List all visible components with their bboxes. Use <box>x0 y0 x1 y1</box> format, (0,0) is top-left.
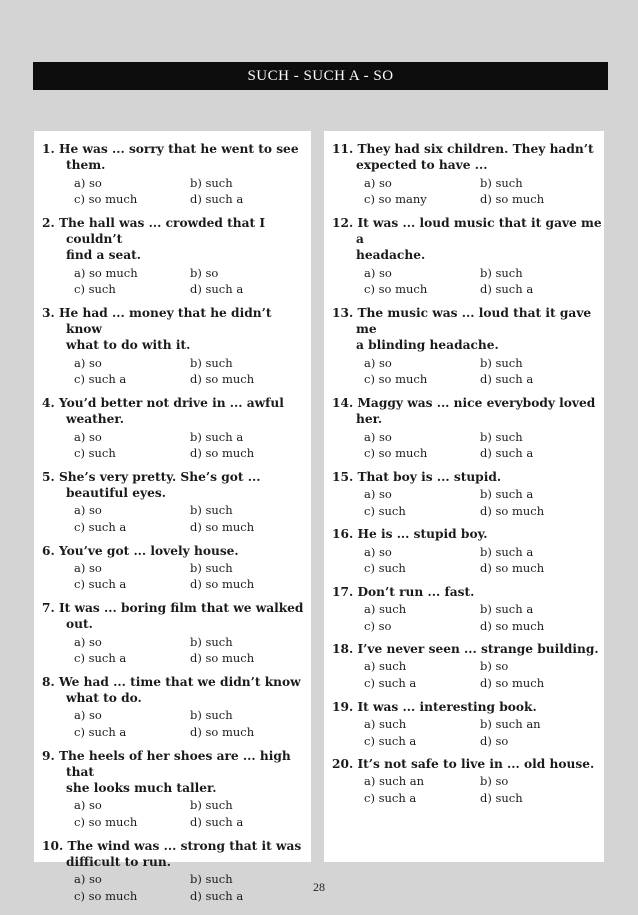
answer-options <box>42 502 311 535</box>
question-item <box>42 469 311 536</box>
question-item <box>332 641 604 691</box>
right-question-column <box>324 131 604 862</box>
question-stem: 4. You’d better not drive in ... awful weather. <box>42 395 284 427</box>
option-a: a) such an <box>364 774 425 789</box>
question-item <box>332 395 604 462</box>
question-stem: 3. He had ... money that he didn’t know what to do with it. <box>42 305 272 353</box>
option-d: d) so much <box>190 372 255 387</box>
question-stem: 16. He is ... stupid boy. <box>332 527 488 542</box>
option-b: b) so <box>480 659 509 674</box>
option-a: a) so <box>74 872 102 887</box>
option-c: c) such a <box>74 372 127 387</box>
answer-options <box>42 634 311 667</box>
option-d: d) so much <box>190 446 255 461</box>
option-d: d) so much <box>190 577 255 592</box>
option-d: d) such a <box>480 372 534 387</box>
option-d: d) so much <box>480 618 545 633</box>
question-stem: 2. The hall was ... crowded that I couldn’t find a seat. <box>42 215 266 263</box>
question-stem: 19. It was ... interesting book. <box>332 699 537 714</box>
answer-options <box>332 486 604 519</box>
option-d: d) such <box>480 791 523 806</box>
question-item <box>42 395 311 462</box>
left-question-column <box>34 131 311 903</box>
option-c: c) such a <box>74 519 127 534</box>
question-stem: 10. The wind was ... strong that it was difficult to run. <box>42 838 302 869</box>
question-stem: 7. It was ... boring film that we walked out. <box>42 600 304 632</box>
option-c: c) such <box>364 561 406 576</box>
option-a: a) so <box>74 634 102 649</box>
option-b: b) such a <box>480 487 534 502</box>
option-d: d) so <box>480 733 509 748</box>
question-stem: 12. It was ... loud music that it gave me a headache. <box>332 215 602 263</box>
answer-options <box>332 175 604 208</box>
option-d: d) so much <box>480 561 545 576</box>
option-a: a) so much <box>74 265 138 280</box>
option-b: b) so <box>480 774 509 789</box>
question-stem: 17. Don’t run ... fast. <box>332 584 475 599</box>
question-item <box>332 699 604 749</box>
page-title: SUCH - SUCH A - SO <box>247 67 394 84</box>
option-a: a) so <box>74 503 102 518</box>
question-stem: 15. That boy is ... stupid. <box>332 469 502 484</box>
page-title-banner <box>33 62 608 90</box>
option-d: d) such a <box>190 888 244 903</box>
option-a: a) such <box>364 659 407 674</box>
question-stem: 14. Maggy was ... nice everybody loved her. <box>332 395 596 427</box>
option-b: b) such <box>480 175 523 190</box>
answer-options <box>332 429 604 462</box>
option-d: d) such a <box>190 282 244 297</box>
question-stem: 6. You’ve got ... lovely house. <box>42 543 239 558</box>
option-d: d) such a <box>480 282 534 297</box>
option-d: d) so much <box>190 724 255 739</box>
option-b: b) such a <box>480 544 534 559</box>
option-b: b) such <box>190 175 233 190</box>
question-item <box>332 526 604 576</box>
question-item <box>42 215 311 298</box>
question-item <box>332 141 604 208</box>
option-b: b) such <box>480 429 523 444</box>
option-c: c) such <box>364 503 406 518</box>
answer-options <box>332 544 604 577</box>
question-item <box>42 141 311 208</box>
answer-options <box>42 175 311 208</box>
option-c: c) so much <box>364 372 428 387</box>
option-a: a) so <box>364 355 392 370</box>
option-c: c) such a <box>364 676 417 691</box>
option-b: b) such <box>190 634 233 649</box>
question-stem: 20. It’s not safe to live in ... old house. <box>332 757 595 772</box>
option-d: d) such a <box>480 446 534 461</box>
question-stem: 9. The heels of her shoes are ... high that she looks much taller. <box>42 748 291 796</box>
answer-options <box>332 773 604 806</box>
option-c: c) so <box>364 618 392 633</box>
page-number: 28 <box>313 880 325 894</box>
option-d: d) so much <box>480 192 545 207</box>
question-stem: 18. I’ve never seen ... strange building. <box>332 642 599 657</box>
question-item <box>332 756 604 806</box>
question-stem: 8. We had ... time that we didn’t know what to do. <box>42 674 301 706</box>
option-c: c) such a <box>74 724 127 739</box>
option-c: c) such a <box>74 577 127 592</box>
option-c: c) so much <box>364 446 428 461</box>
question-item <box>42 600 311 667</box>
option-a: a) such <box>364 716 407 731</box>
option-a: a) so <box>74 798 102 813</box>
answer-options <box>332 658 604 691</box>
option-c: c) such <box>74 446 116 461</box>
question-item <box>42 748 311 831</box>
option-d: d) so much <box>190 519 255 534</box>
option-b: b) such a <box>480 601 534 616</box>
option-a: a) so <box>364 265 392 280</box>
question-item <box>42 674 311 741</box>
option-b: b) such <box>190 708 233 723</box>
answer-options <box>42 265 311 298</box>
option-c: c) such a <box>74 651 127 666</box>
answer-options <box>42 429 311 462</box>
option-a: a) so <box>364 487 392 502</box>
question-stem: 11. They had six children. They hadn’t expected to have ... <box>332 142 594 173</box>
option-b: b) such <box>190 560 233 575</box>
option-b: b) such <box>190 355 233 370</box>
option-c: c) so many <box>364 192 427 207</box>
option-d: d) so much <box>480 503 545 518</box>
option-b: b) such <box>480 265 523 280</box>
option-b: b) such <box>190 798 233 813</box>
question-item <box>42 305 311 388</box>
answer-options <box>42 797 311 830</box>
question-item <box>332 584 604 634</box>
answer-options <box>42 560 311 593</box>
option-b: b) so <box>190 265 219 280</box>
option-a: a) so <box>74 175 102 190</box>
option-d: d) such a <box>190 192 244 207</box>
question-stem: 1. He was ... sorry that he went to see them. <box>42 142 299 173</box>
option-c: c) so much <box>74 192 138 207</box>
answer-options <box>332 265 604 298</box>
option-a: a) so <box>74 355 102 370</box>
option-b: b) such <box>190 503 233 518</box>
option-c: c) so much <box>364 282 428 297</box>
option-d: d) so much <box>190 651 255 666</box>
option-b: b) such <box>190 872 233 887</box>
answer-options <box>42 707 311 740</box>
option-d: d) so much <box>480 676 545 691</box>
option-b: b) such <box>480 355 523 370</box>
option-d: d) such a <box>190 815 244 830</box>
question-item <box>332 469 604 519</box>
option-c: c) so much <box>74 888 138 903</box>
option-c: c) such a <box>364 733 417 748</box>
option-c: c) such <box>74 282 116 297</box>
question-item <box>332 215 604 298</box>
option-a: a) so <box>364 544 392 559</box>
answer-options <box>332 355 604 388</box>
option-b: b) such an <box>480 716 541 731</box>
question-stem: 13. The music was ... loud that it gave me a blinding headache. <box>332 305 592 353</box>
option-a: a) so <box>364 429 392 444</box>
option-a: a) such <box>364 601 407 616</box>
option-b: b) such a <box>190 429 244 444</box>
question-stem: 5. She’s very pretty. She’s got ... beautiful eyes. <box>42 469 261 501</box>
option-a: a) so <box>74 708 102 723</box>
question-item <box>42 543 311 593</box>
answer-options <box>42 355 311 388</box>
option-a: a) so <box>364 175 392 190</box>
option-a: a) so <box>74 560 102 575</box>
answer-options <box>332 716 604 749</box>
option-c: c) such a <box>364 791 417 806</box>
option-a: a) so <box>74 429 102 444</box>
question-item <box>332 305 604 388</box>
option-c: c) so much <box>74 815 138 830</box>
answer-options <box>332 601 604 634</box>
